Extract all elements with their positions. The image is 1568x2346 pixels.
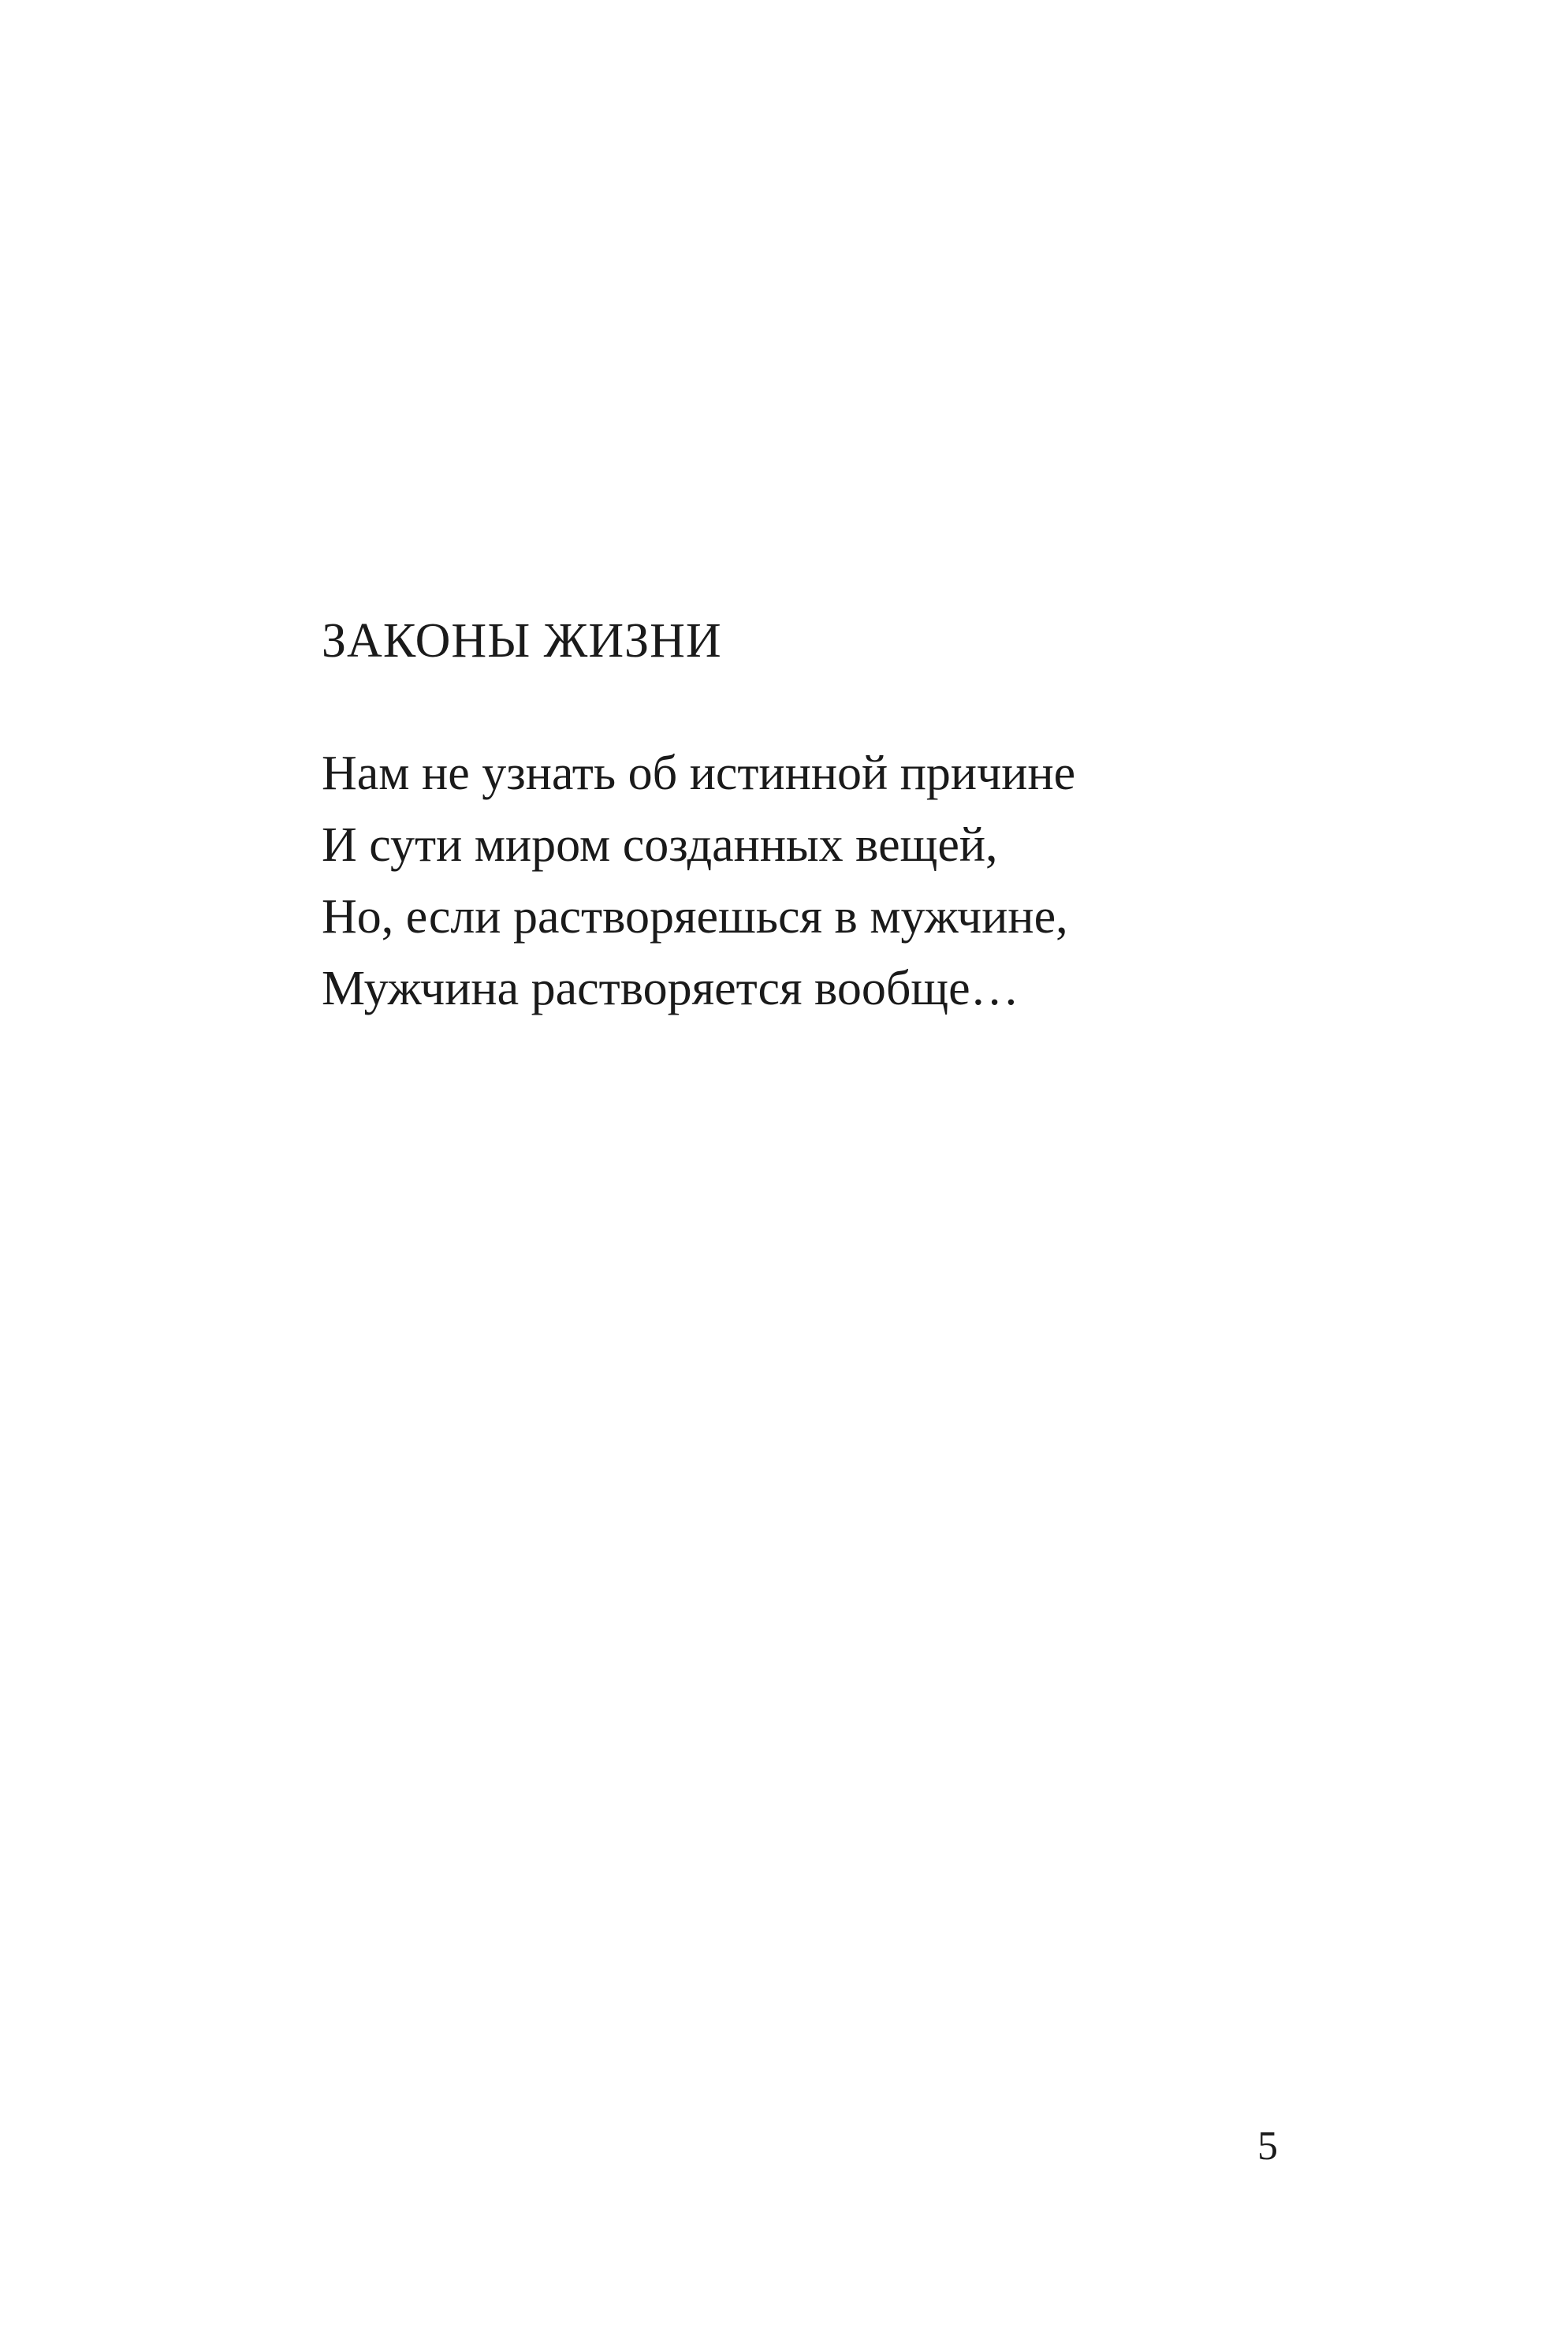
poem-line-1: Нам не узнать об истинной причине — [322, 747, 1076, 800]
poem-stanza — [322, 738, 1346, 1025]
poem-title: ЗАКОНЫ ЖИЗНИ — [322, 614, 722, 668]
poem-line-4: Мужчина растворяется вообще… — [322, 962, 1019, 1015]
poem-line-2: И сути миром созданных вещей, — [322, 818, 998, 872]
poem-line-3: Но, если растворяешься в мужчине, — [322, 890, 1068, 944]
poem — [322, 605, 1346, 1025]
page-number: 5 — [1257, 2124, 1278, 2169]
